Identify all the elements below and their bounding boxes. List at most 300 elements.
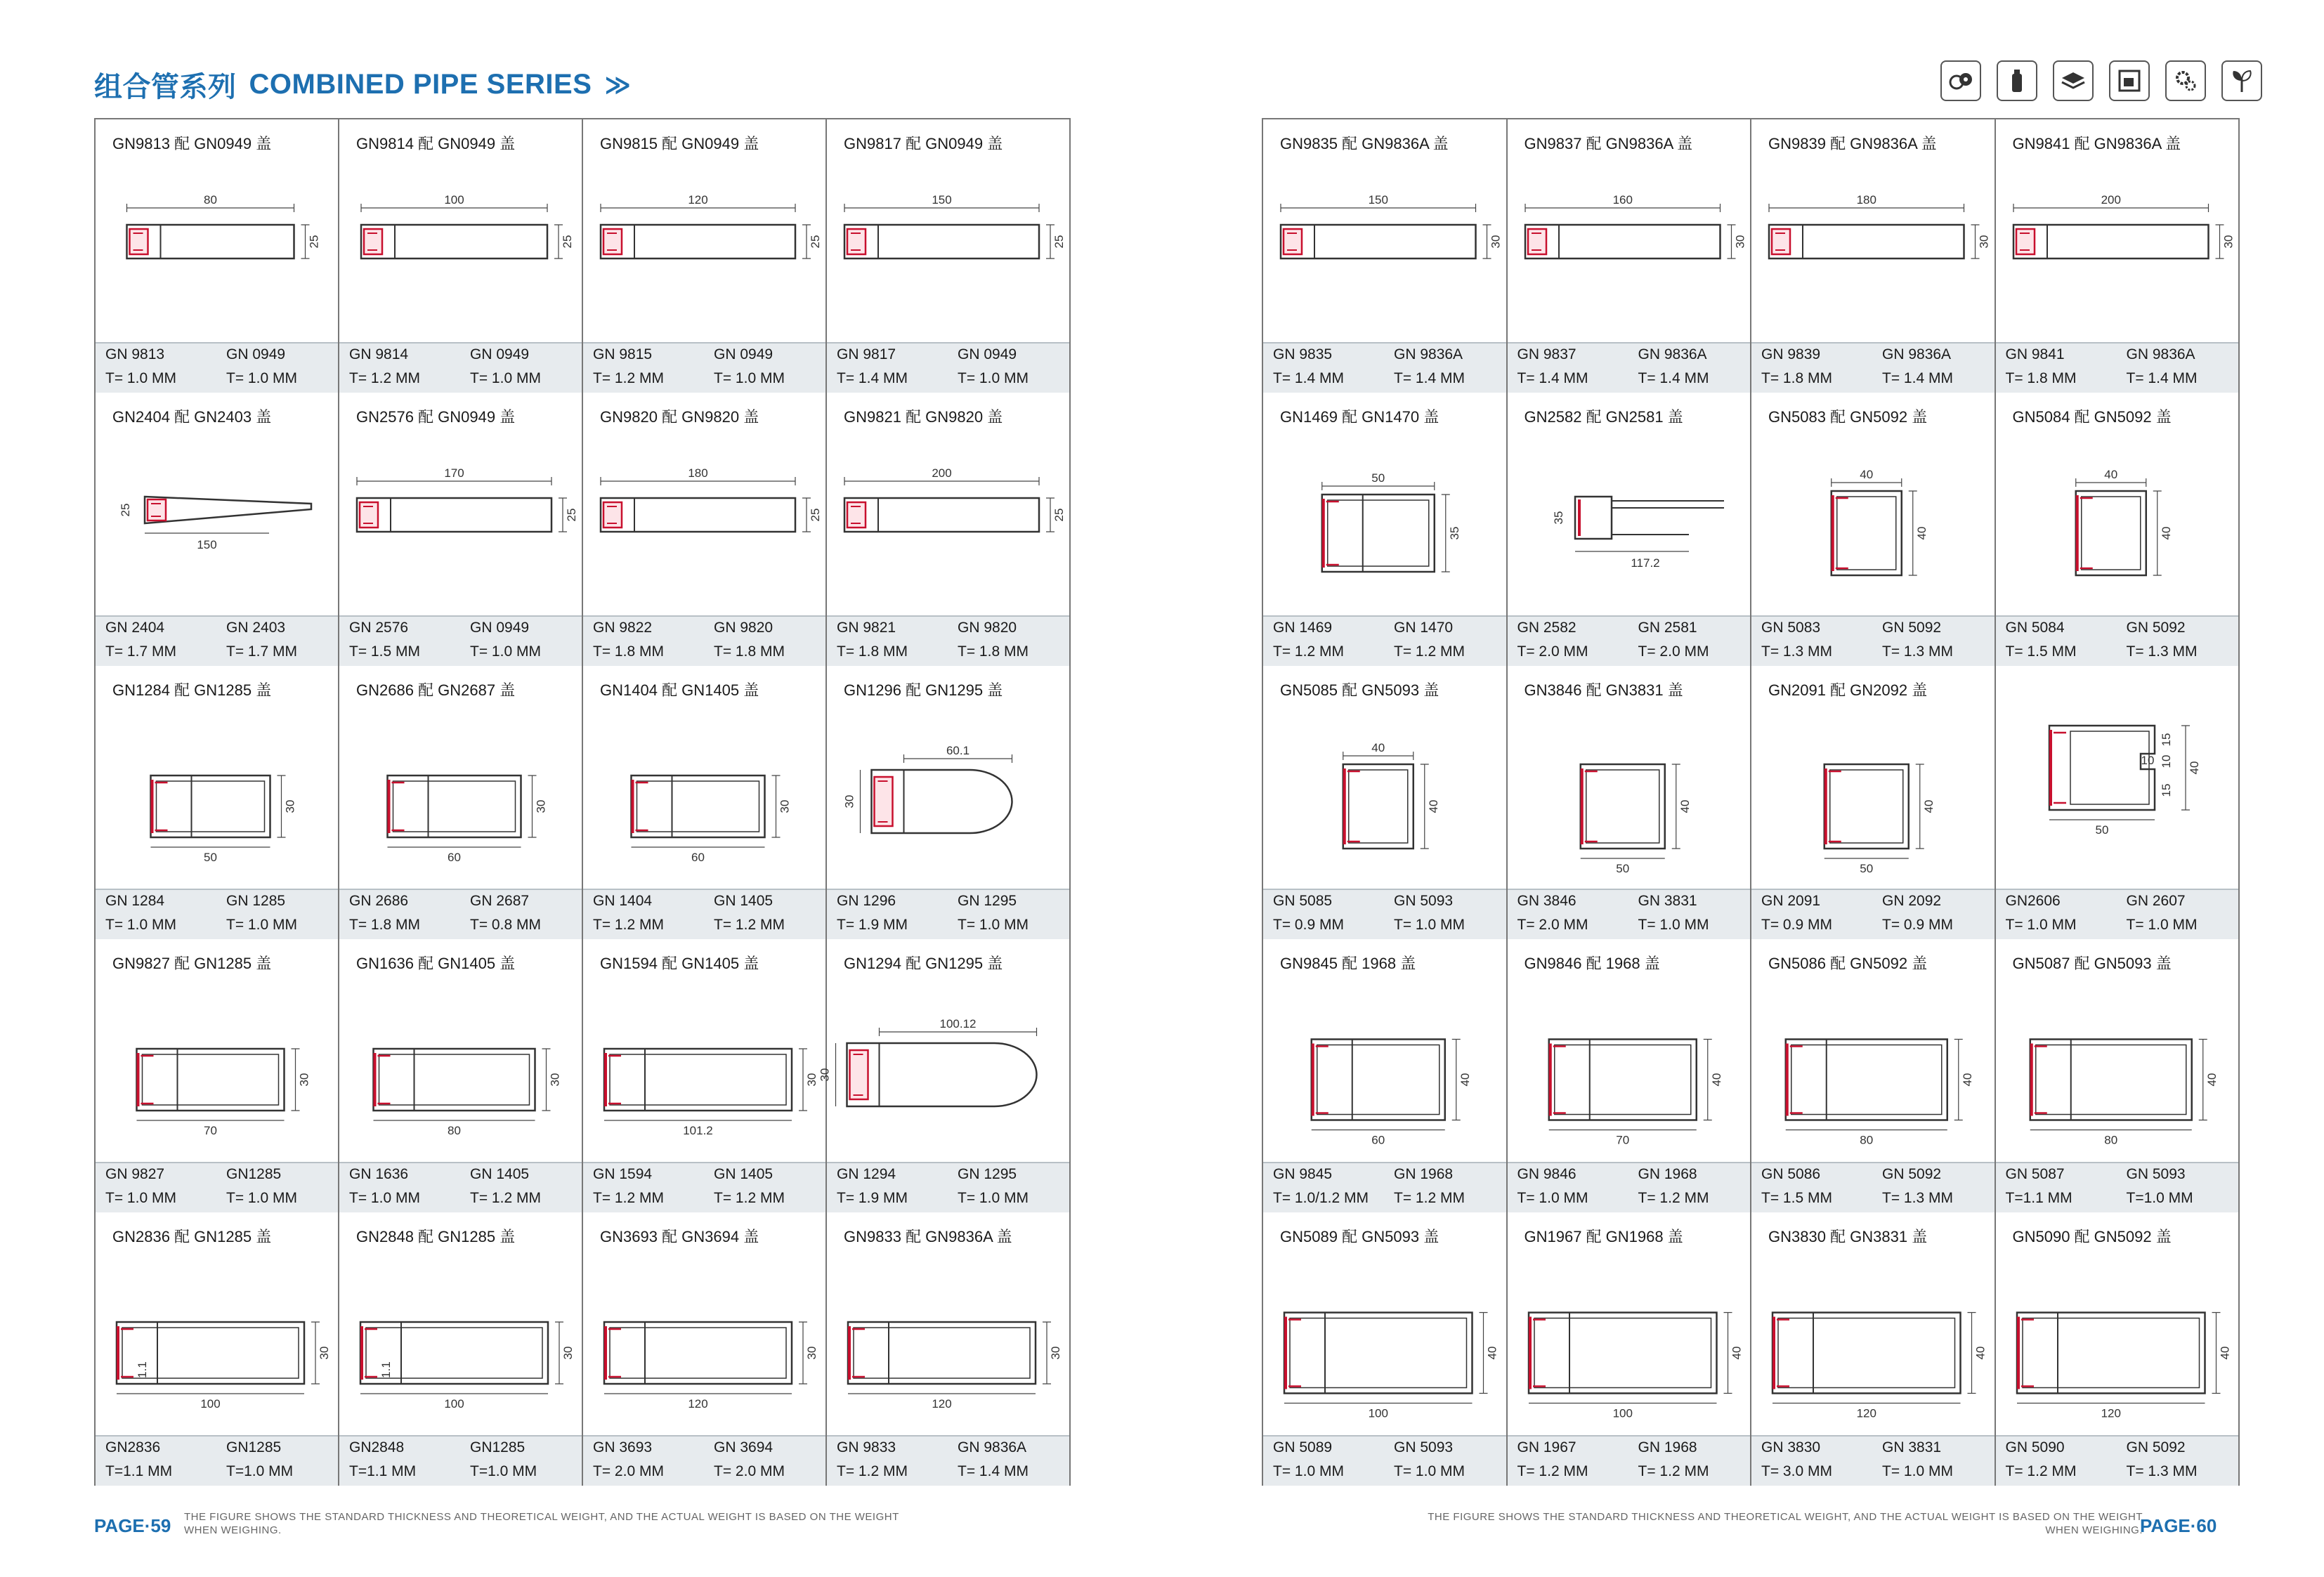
part-code-a: GN 9841 [2005, 346, 2065, 362]
product-cell [1508, 119, 1752, 393]
dimension-label: 25 [565, 508, 578, 522]
part-code-a: GN 9815 [593, 346, 653, 362]
dimension-label: 30 [548, 1073, 562, 1087]
thickness-a: T= 1.5 MM [2005, 643, 2077, 660]
dimension-label: 25 [307, 235, 321, 249]
part-code-b: GN 1405 [470, 1166, 530, 1182]
part-code-b: GN 2607 [2126, 893, 2186, 909]
part-code-a: GN 1967 [1517, 1439, 1576, 1455]
product-cell [1508, 1212, 1752, 1486]
product-cell [1263, 666, 1508, 939]
spec-band [827, 342, 1069, 393]
title-en: COMBINED PIPE SERIES [249, 69, 592, 100]
title-cn: 组合管系列 [94, 72, 237, 103]
product-caption: GN1636 配 GN1405 盖 [356, 955, 516, 972]
part-code-a: GN 1594 [593, 1166, 653, 1182]
dimension-label: 30 [1489, 235, 1503, 249]
product-cell [1263, 1212, 1508, 1486]
product-caption: GN5084 配 GN5092 盖 [2012, 408, 2172, 426]
part-code-b: GN 5093 [1394, 1439, 1454, 1455]
product-caption: GN2836 配 GN1285 盖 [112, 1228, 272, 1245]
dimension-label: 100 [444, 193, 464, 207]
product-cell [1263, 939, 1508, 1212]
thickness-a: T= 1.0/1.2 MM [1273, 1190, 1369, 1206]
thickness-a: T=1.1 MM [349, 1463, 417, 1479]
thickness-a: T= 1.4 MM [1273, 370, 1344, 386]
dimension-label: 100 [444, 1397, 464, 1411]
profile-drawing [1996, 666, 2240, 891]
part-code-b: GN 2403 [226, 620, 286, 636]
double-chevron-icon: ≫ [604, 70, 632, 99]
part-code-b: GN 1285 [226, 893, 286, 909]
part-code-a: GN 3830 [1761, 1439, 1821, 1455]
product-caption: GN9827 配 GN1285 盖 [112, 955, 272, 972]
spec-band [339, 1162, 582, 1212]
thickness-b: T= 1.2 MM [714, 917, 785, 933]
spec-band [827, 615, 1069, 666]
left-product-grid [94, 118, 1071, 1486]
part-code-b: GN 0949 [470, 346, 530, 362]
spec-band [827, 1435, 1069, 1486]
spec-band [96, 1162, 338, 1212]
spec-band [1751, 889, 1995, 939]
product-caption: GN5087 配 GN5093 盖 [2012, 955, 2172, 972]
dimension-label: 80 [448, 1124, 461, 1137]
thickness-a: T= 0.9 MM [1761, 917, 1832, 933]
part-code-a: GN 1404 [593, 893, 653, 909]
spec-band [96, 1435, 338, 1486]
product-cell [96, 393, 339, 666]
product-cell [339, 393, 583, 666]
dimension-label: 30 [805, 1073, 818, 1087]
product-caption: GN9821 配 GN9820 盖 [844, 408, 1003, 426]
product-caption: GN2404 配 GN2403 盖 [112, 408, 272, 426]
product-caption: GN1469 配 GN1470 盖 [1280, 408, 1440, 426]
thickness-a: T= 1.4 MM [837, 370, 908, 386]
product-caption: GN1294 配 GN1295 盖 [844, 955, 1003, 972]
dimension-label: 50 [2095, 823, 2108, 837]
thickness-b: T=1.0 MM [226, 1463, 294, 1479]
product-cell [1996, 1212, 2240, 1486]
part-code-a: GN 5086 [1761, 1166, 1821, 1182]
product-cell [827, 666, 1071, 939]
dimension-label: 25 [1052, 508, 1066, 522]
spec-band [339, 342, 582, 393]
spec-band [1508, 889, 1751, 939]
dimension-label: 50 [1615, 862, 1629, 875]
dimension-label: 120 [1856, 1406, 1876, 1420]
dimension-label: 180 [1856, 193, 1876, 207]
dimension-label: 40 [1921, 799, 1935, 813]
dimension-label: 150 [1368, 193, 1388, 207]
dimension-label: 40 [1709, 1073, 1723, 1087]
product-cell [583, 119, 827, 393]
thickness-b: T= 2.0 MM [1638, 643, 1709, 660]
product-cell [1751, 666, 1996, 939]
spec-band [1996, 889, 2239, 939]
product-cell [1263, 393, 1508, 666]
part-code-a: GN 1296 [837, 893, 896, 909]
part-code-b: GN 0949 [958, 346, 1017, 362]
dimension-label: 40 [2159, 526, 2173, 540]
thickness-a: T=1.1 MM [105, 1463, 173, 1479]
part-code-a: GN 9827 [105, 1166, 165, 1182]
product-caption: GN9835 配 GN9836A 盖 [1280, 135, 1449, 152]
part-code-a: GN 1294 [837, 1166, 896, 1182]
dimension-label: 200 [932, 466, 952, 480]
dimension-label: 100 [200, 1397, 221, 1411]
part-code-a: GN 1284 [105, 893, 165, 909]
product-caption: GN1967 配 GN1968 盖 [1524, 1228, 1683, 1245]
dimension-label: 40 [1485, 1346, 1499, 1360]
spec-band [1996, 342, 2239, 393]
product-caption: GN5083 配 GN5092 盖 [1768, 408, 1928, 426]
thickness-a: T= 1.2 MM [2005, 1463, 2077, 1479]
spec-band [1996, 1162, 2239, 1212]
product-cell [96, 1212, 339, 1486]
thickness-b: T= 1.0 MM [470, 643, 541, 660]
page-number-right: PAGE·60 [2140, 1515, 2217, 1536]
dimension-label: 170 [444, 466, 464, 480]
part-code-b: GN 5092 [2126, 1439, 2186, 1455]
part-code-a: GN 9813 [105, 346, 165, 362]
thickness-b: T= 1.0 MM [1394, 917, 1465, 933]
product-cell [1751, 1212, 1996, 1486]
part-code-a: GN 9846 [1517, 1166, 1576, 1182]
part-code-a: GN 5089 [1273, 1439, 1333, 1455]
dimension-label: 60 [448, 851, 461, 864]
thickness-b: T= 1.0 MM [714, 370, 785, 386]
product-caption: GN1284 配 GN1285 盖 [112, 681, 272, 699]
product-caption: GN9817 配 GN0949 盖 [844, 135, 1003, 152]
spec-band [339, 889, 582, 939]
spec-band [1263, 615, 1506, 666]
thickness-a: T= 1.2 MM [1517, 1463, 1588, 1479]
dimension-label: 100.12 [939, 1017, 977, 1030]
thickness-b: T= 1.0 MM [1394, 1463, 1465, 1479]
dimension-label: 120 [688, 1397, 708, 1411]
spec-band [583, 1435, 825, 1486]
part-code-b: GN 1968 [1394, 1166, 1454, 1182]
dimension-label: 30 [842, 794, 856, 809]
product-caption: GN2091 配 GN2092 盖 [1768, 681, 1928, 699]
leaf-icon [2221, 60, 2262, 101]
thickness-a: T= 1.0 MM [1517, 1190, 1588, 1206]
part-code-b: GN 9836A [1882, 346, 1952, 362]
part-code-a: GN 9822 [593, 620, 653, 636]
part-code-a: GN 9814 [349, 346, 409, 362]
dimension-label: 30 [283, 799, 297, 813]
thickness-a: T= 1.8 MM [593, 643, 664, 660]
dimension-label: 40 [1426, 799, 1440, 813]
spec-band [1263, 889, 1506, 939]
part-code-a: GN2606 [2005, 893, 2061, 909]
dimension-label: 40 [1371, 741, 1385, 754]
thickness-b: T= 1.7 MM [226, 643, 297, 660]
part-code-b: GN 5092 [1882, 1166, 1942, 1182]
thickness-b: T= 1.0 MM [226, 1190, 297, 1206]
part-code-b: GN 1405 [714, 1166, 773, 1182]
right-product-grid [1262, 118, 2240, 1486]
product-caption: GN9814 配 GN0949 盖 [356, 135, 516, 152]
product-cell [1508, 393, 1752, 666]
part-code-a: GN 2686 [349, 893, 409, 909]
footer-note-right: THE FIGURE SHOWS THE STANDARD THICKNESS AND THEORETICAL WEIGHT, AND THE ACTUAL WEIGHT IS BASED ON THE WEIGHT WHEN WEIGHING. [1428, 1511, 2143, 1536]
product-cell [1508, 666, 1752, 939]
product-caption: GN9841 配 GN9836A 盖 [2012, 135, 2181, 152]
spec-band [96, 889, 338, 939]
product-caption: GN9845 配 1968 盖 [1280, 955, 1416, 972]
thickness-b: T= 0.9 MM [1882, 917, 1953, 933]
thickness-a: T= 2.0 MM [1517, 643, 1588, 660]
part-code-a: GN 5084 [2005, 620, 2065, 636]
thickness-a: T= 1.3 MM [1761, 643, 1832, 660]
product-cell [1996, 393, 2240, 666]
part-code-a: GN 9839 [1761, 346, 1821, 362]
product-cell [583, 1212, 827, 1486]
thickness-a: T= 1.2 MM [593, 917, 664, 933]
dimension-label: 120 [932, 1397, 952, 1411]
dimension-label: 30 [2221, 235, 2235, 249]
dimension-label: 35 [1447, 526, 1461, 540]
part-code-a: GN 9821 [837, 620, 896, 636]
part-code-a: GN 9837 [1517, 346, 1576, 362]
spec-band [339, 615, 582, 666]
product-caption: GN9839 配 GN9836A 盖 [1768, 135, 1937, 152]
product-caption: GN2576 配 GN0949 盖 [356, 408, 516, 426]
part-code-b: GN 9820 [958, 620, 1017, 636]
bottle-icon [1997, 60, 2037, 101]
dimension-label: 25 [809, 508, 822, 522]
spec-band [827, 1162, 1069, 1212]
part-code-a: GN 2091 [1761, 893, 1821, 909]
dimension-label: 40 [1860, 468, 1874, 481]
dimension-label: 1.1 [136, 1361, 149, 1378]
dimension-label: 40 [1458, 1073, 1472, 1087]
part-code-b: GN 9836A [1638, 346, 1707, 362]
part-code-a: GN 9835 [1273, 346, 1333, 362]
part-code-b: GN 2687 [470, 893, 530, 909]
thickness-b: T= 1.2 MM [714, 1190, 785, 1206]
dimension-label: 100 [1612, 1406, 1633, 1420]
thickness-a: T= 1.0 MM [349, 1190, 420, 1206]
product-caption: GN9833 配 GN9836A 盖 [844, 1228, 1012, 1245]
part-code-b: GN 5092 [1882, 620, 1942, 636]
product-caption: GN9846 配 1968 盖 [1524, 955, 1660, 972]
page-number-left: PAGE·59 [94, 1515, 171, 1536]
dimension-label: 117.2 [1630, 556, 1660, 570]
thickness-a: T= 1.9 MM [837, 917, 908, 933]
thickness-a: T= 0.9 MM [1273, 917, 1344, 933]
category-icon-bar [1940, 60, 2262, 101]
product-cell [1508, 939, 1752, 1212]
part-code-b: GN 3831 [1882, 1439, 1942, 1455]
thickness-b: T= 1.0 MM [958, 1190, 1029, 1206]
thickness-b: T= 1.4 MM [1638, 370, 1709, 386]
part-code-b: GN 1968 [1638, 1166, 1697, 1182]
product-caption: GN3846 配 GN3831 盖 [1524, 681, 1683, 699]
spec-band [827, 889, 1069, 939]
product-cell [583, 393, 827, 666]
part-code-b: GN 0949 [226, 346, 286, 362]
part-code-b: GN1285 [226, 1439, 282, 1455]
spec-band [583, 615, 825, 666]
dimension-label: 25 [119, 503, 132, 517]
thickness-b: T= 1.4 MM [2126, 370, 2198, 386]
dimension-label: 150 [932, 193, 952, 207]
dimension-label: 40 [1730, 1346, 1743, 1360]
thickness-a: T= 1.2 MM [349, 370, 420, 386]
stack-icon [2053, 60, 2094, 101]
product-caption: GN1404 配 GN1405 盖 [600, 681, 759, 699]
part-code-b: GN 0949 [470, 620, 530, 636]
product-cell [827, 1212, 1071, 1486]
product-caption: GN3830 配 GN3831 盖 [1768, 1228, 1928, 1245]
dimension-label: 30 [297, 1073, 311, 1087]
product-cell [583, 666, 827, 939]
spec-band [1751, 1435, 1995, 1486]
dimension-label: 30 [818, 1068, 832, 1082]
thickness-b: T= 1.0 MM [226, 917, 297, 933]
thickness-a: T=1.1 MM [2005, 1190, 2072, 1206]
thickness-a: T= 1.5 MM [349, 643, 420, 660]
dimension-label: 40 [1914, 526, 1928, 540]
part-code-b: GN 9836A [1394, 346, 1463, 362]
part-code-a: GN 2576 [349, 620, 409, 636]
part-code-b: GN 9836A [958, 1439, 1027, 1455]
part-code-b: GN 3831 [1638, 893, 1697, 909]
dimension-label: 101.2 [683, 1124, 713, 1137]
dimension-label: 40 [1973, 1346, 1987, 1360]
dimension-label: 50 [204, 851, 217, 864]
thickness-a: T= 1.2 MM [1273, 643, 1344, 660]
dimension-label: 30 [1733, 235, 1747, 249]
thickness-b: T= 1.0 MM [1638, 917, 1709, 933]
part-code-b: GN 2092 [1882, 893, 1942, 909]
thickness-b: T= 1.3 MM [1882, 643, 1953, 660]
spec-band [1996, 615, 2239, 666]
dimension-label: 50 [1371, 471, 1385, 485]
product-cell [1751, 393, 1996, 666]
product-cell [339, 1212, 583, 1486]
thickness-b: T= 1.0 MM [1882, 1463, 1953, 1479]
product-caption: GN9815 配 GN0949 盖 [600, 135, 759, 152]
dimension-label: 160 [1612, 193, 1633, 207]
thickness-b: T=1.0 MM [2126, 1190, 2193, 1206]
dimension-label: 70 [204, 1124, 217, 1137]
thickness-b: T= 1.2 MM [470, 1190, 541, 1206]
spec-band [1508, 615, 1751, 666]
dimension-label: 200 [2101, 193, 2121, 207]
thickness-b: T= 1.4 MM [1882, 370, 1953, 386]
gears-icon [2165, 60, 2206, 101]
dimension-label: 1.1 [379, 1361, 393, 1378]
dimension-label: 30 [778, 799, 792, 813]
part-code-b: GN 1295 [958, 893, 1017, 909]
thickness-a: T= 1.0 MM [1273, 1463, 1344, 1479]
thickness-b: T= 1.3 MM [2126, 1463, 2198, 1479]
product-cell [96, 939, 339, 1212]
thickness-a: T= 1.5 MM [1761, 1190, 1832, 1206]
thickness-b: T= 1.0 MM [958, 917, 1029, 933]
part-code-a: GN2848 [349, 1439, 405, 1455]
thickness-a: T= 1.0 MM [2005, 917, 2077, 933]
part-code-a: GN 1636 [349, 1166, 409, 1182]
thickness-b: T= 1.8 MM [958, 643, 1029, 660]
thickness-a: T= 2.0 MM [1517, 917, 1588, 933]
product-cell [339, 119, 583, 393]
product-caption: GN9813 配 GN0949 盖 [112, 135, 272, 152]
thickness-b: T= 1.3 MM [1882, 1190, 1953, 1206]
thickness-a: T= 1.7 MM [105, 643, 176, 660]
part-code-a: GN 9817 [837, 346, 896, 362]
spec-band [1263, 1162, 1506, 1212]
part-code-b: GN 5092 [2126, 620, 2186, 636]
dimension-label: 50 [1860, 862, 1874, 875]
thickness-a: T= 1.8 MM [1761, 370, 1832, 386]
thickness-a: T= 1.2 MM [837, 1463, 908, 1479]
product-cell [827, 119, 1071, 393]
product-caption: GN5085 配 GN5093 盖 [1280, 681, 1440, 699]
part-code-a: GN 3846 [1517, 893, 1576, 909]
product-caption: GN2686 配 GN2687 盖 [356, 681, 516, 699]
part-code-a: GN 9833 [837, 1439, 896, 1455]
dimension-label: 60.1 [946, 744, 970, 757]
thickness-a: T= 1.2 MM [593, 370, 664, 386]
thickness-b: T= 1.2 MM [1394, 643, 1465, 660]
product-caption: GN9837 配 GN9836A 盖 [1524, 135, 1693, 152]
thickness-a: T= 1.8 MM [349, 917, 420, 933]
product-cell [827, 393, 1071, 666]
part-code-a: GN 5090 [2005, 1439, 2065, 1455]
part-code-a: GN 9845 [1273, 1166, 1333, 1182]
product-caption: GN1296 配 GN1295 盖 [844, 681, 1003, 699]
dimension-label: 80 [204, 193, 217, 207]
spec-band [1751, 615, 1995, 666]
part-code-b: GN1285 [226, 1166, 282, 1182]
thickness-a: T= 1.0 MM [105, 1190, 176, 1206]
product-cell [1996, 939, 2240, 1212]
spec-band [96, 615, 338, 666]
product-caption: GN2582 配 GN2581 盖 [1524, 408, 1683, 426]
product-cell [339, 939, 583, 1212]
dimension-label: 40 [2187, 761, 2201, 775]
dimension-label: 30 [1049, 1346, 1062, 1360]
dimension-label: 40 [2103, 468, 2117, 481]
dimension-label: 30 [1977, 235, 1991, 249]
spec-band [1263, 342, 1506, 393]
product-caption: GN9820 配 GN9820 盖 [600, 408, 759, 426]
wheels-icon [1940, 60, 1981, 101]
thickness-b: T= 1.2 MM [1638, 1190, 1709, 1206]
dimension-label: 30 [561, 1346, 575, 1360]
spec-band [1508, 1162, 1751, 1212]
product-caption: GN5090 配 GN5092 盖 [2012, 1228, 2172, 1245]
tool-icon [2109, 60, 2150, 101]
part-code-a: GN 5085 [1273, 893, 1333, 909]
dimension-label: 150 [197, 538, 217, 551]
product-cell [1751, 939, 1996, 1212]
thickness-b: T= 1.0 MM [226, 370, 297, 386]
thickness-a: T= 1.0 MM [105, 370, 176, 386]
dimension-label: 120 [688, 193, 708, 207]
thickness-b: T= 1.2 MM [1638, 1463, 1709, 1479]
dimension-label: 80 [1860, 1133, 1874, 1147]
thickness-a: T= 1.9 MM [837, 1190, 908, 1206]
product-caption: GN3693 配 GN3694 盖 [600, 1228, 759, 1245]
thickness-a: T= 3.0 MM [1761, 1463, 1832, 1479]
dimension-label: 60 [691, 851, 705, 864]
